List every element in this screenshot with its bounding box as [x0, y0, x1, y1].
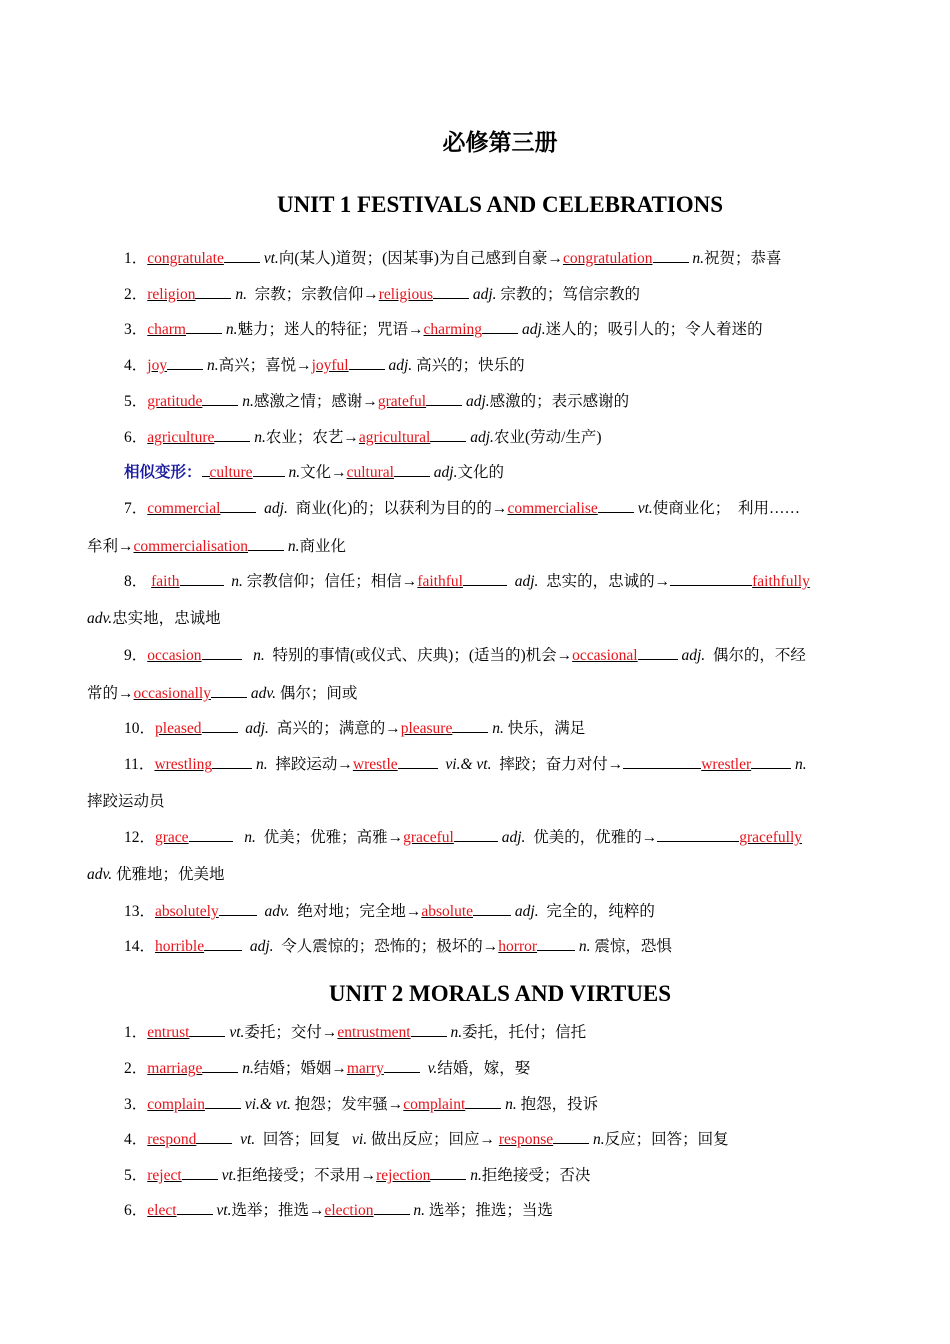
answer-blank [205, 1094, 241, 1109]
definition: 选举；推选；当选 [428, 1202, 553, 1219]
definition: 结婚，嫁，娶 [437, 1060, 531, 1077]
item-number: 6． [124, 429, 148, 446]
list-item [124, 498, 800, 519]
unit2-heading: UNIT 2 MORALS AND VIRTUES [328, 981, 672, 1006]
answer-word: complain [147, 1096, 205, 1113]
answer-blank [598, 498, 634, 513]
pos-label: n. [206, 357, 219, 374]
answer-word: graceful [403, 829, 454, 846]
pos-label: n. [413, 1202, 426, 1219]
list-item-continued [87, 536, 346, 557]
definition: 迷人的；吸引人的；令人着迷的 [545, 321, 763, 338]
list-item-continued [87, 683, 357, 704]
definition: 向(某人)道贺；(因某事)为自己感到自豪→ [278, 250, 563, 267]
pos-label: n. [256, 756, 268, 773]
pos-label: vt. [240, 1131, 256, 1148]
item-number: 3． [124, 1096, 148, 1113]
pos-label: n. [505, 1096, 517, 1113]
pos-label: adj. [521, 321, 546, 338]
definition: 令人震惊的；恐怖的；极坏的→ [281, 938, 499, 955]
item-number: 4． [124, 357, 148, 374]
definition: 拒绝接受；否决 [481, 1167, 591, 1184]
answer-word: faithfully [752, 573, 810, 590]
answer-blank [454, 827, 498, 842]
answer-blank [186, 319, 222, 334]
answer-word: religious [378, 286, 433, 303]
definition: 绝对地；完全地→ [297, 903, 422, 920]
answer-word: faithful [417, 573, 463, 590]
pos-label: n. [578, 938, 591, 955]
answer-blank [537, 936, 575, 951]
pos-label: vt. [221, 1167, 237, 1184]
list-item [124, 754, 807, 775]
list-item [124, 1129, 729, 1150]
item-number: 13． [124, 903, 156, 920]
pos-label: n. [231, 573, 243, 590]
list-item [124, 1022, 586, 1043]
pos-label: adv. [250, 685, 276, 702]
definition: 魅力；迷人的特征；咒语→ [237, 321, 424, 338]
answer-blank [211, 683, 247, 698]
definition: 摔跤运动→ [275, 756, 353, 773]
answer-blank [433, 284, 469, 299]
pos-label: adj. [433, 464, 458, 481]
answer-word: entrustment [337, 1024, 411, 1041]
list-item [124, 427, 602, 448]
unit1-heading: UNIT 1 FESTIVALS AND CELEBRATIONS [276, 192, 724, 217]
answer-blank [452, 718, 488, 733]
definition: 农业；农艺→ [265, 429, 359, 446]
answer-word: gracefully [739, 829, 803, 846]
answer-word: commercial [147, 500, 221, 517]
item-number: 3． [124, 321, 148, 338]
answer-blank [180, 571, 224, 586]
answer-blank [398, 754, 438, 769]
answer-word: grace [155, 829, 189, 846]
answer-word: wrestler [701, 756, 752, 773]
pos-label: n. [470, 1167, 482, 1184]
definition: 宗教信仰；信任；相信→ [246, 573, 418, 590]
answer-word: cultural [346, 464, 394, 481]
answer-word: occasionally [133, 685, 211, 702]
definition: 摔跤运动员 [87, 793, 165, 810]
definition: 结婚；婚姻→ [253, 1060, 347, 1077]
pos-label: adj. [514, 573, 539, 590]
answer-blank [219, 901, 257, 916]
answer-word: absolute [421, 903, 474, 920]
answer-word: pleasure [400, 720, 453, 737]
list-item-continued [87, 865, 225, 885]
answer-blank [751, 754, 791, 769]
item-number: 1． [124, 1024, 148, 1041]
definition: 忠实的，忠诚的→ [546, 573, 671, 590]
definition: 偶尔；间或 [279, 685, 358, 702]
list-item [124, 571, 810, 592]
list-item [124, 1165, 590, 1186]
similar-variant-label: 相似变形： [124, 464, 202, 481]
answer-word: occasion [147, 647, 202, 664]
answer-blank [202, 391, 238, 406]
pos-label: n. [254, 429, 266, 446]
pos-label: n. [253, 647, 265, 664]
answer-word: entrust [147, 1024, 190, 1041]
pos-label: adj. [264, 500, 288, 517]
answer-word: wrestling [154, 756, 213, 773]
list-item [124, 901, 655, 922]
list-item [124, 1200, 553, 1221]
pos-label: vi.& vt. [445, 756, 492, 773]
definition: 高兴的；满意的→ [276, 720, 401, 737]
list-item [124, 284, 640, 305]
answer-blank [220, 498, 256, 513]
pos-label: adv. [87, 610, 113, 627]
pos-label: vi.& vt. [244, 1096, 291, 1113]
answer-word: commercialise [507, 500, 598, 517]
answer-word: wrestle [352, 756, 398, 773]
pos-label: vt. [263, 250, 279, 267]
answer-blank [430, 1165, 466, 1180]
item-number: 11． [124, 756, 155, 773]
answer-word: rejection [376, 1167, 431, 1184]
answer-blank [623, 754, 701, 769]
definition: 震惊，恐惧 [594, 938, 672, 955]
answer-blank [553, 1129, 589, 1144]
answer-word: response [498, 1131, 554, 1148]
answer-word: charming [423, 321, 483, 338]
answer-word: complaint [403, 1096, 466, 1113]
list-item-continued [87, 792, 165, 812]
pos-label: n. [225, 321, 238, 338]
answer-word: charm [147, 321, 186, 338]
definition: 完全的，纯粹的 [546, 903, 655, 920]
definition: 文化的 [457, 464, 504, 481]
list-item [124, 827, 802, 848]
answer-word: horror [498, 938, 538, 955]
pos-label: n. [492, 720, 504, 737]
answer-blank [482, 319, 518, 334]
answer-blank [177, 1200, 213, 1215]
answer-blank [204, 936, 242, 951]
item-number: 12． [124, 829, 156, 846]
list-item [124, 248, 782, 269]
pos-label: adj. [249, 938, 274, 955]
answer-blank [214, 427, 250, 442]
pos-label: n. [235, 286, 247, 303]
pos-label: n. [242, 393, 254, 410]
definition: 高兴；喜悦→ [218, 357, 312, 374]
pos-label: adj. [245, 720, 269, 737]
answer-word: elect [147, 1202, 177, 1219]
answer-word: gratitude [147, 393, 203, 410]
definition: 牟利→ [87, 538, 134, 555]
answer-blank [167, 355, 203, 370]
answer-word: horrible [155, 938, 205, 955]
page-title: 必修第三册 [442, 130, 558, 156]
answer-blank [657, 827, 739, 842]
definition: 优美；优雅；高雅→ [263, 829, 404, 846]
pos-label: adj. [470, 429, 494, 446]
item-number: 1． [124, 250, 148, 267]
answer-blank [670, 571, 752, 586]
definition: 使商业化； 利用…… [652, 500, 801, 517]
list-item [124, 355, 525, 376]
pos-label: adj. [501, 829, 526, 846]
pos-label: vi. [352, 1131, 368, 1148]
answer-blank [202, 718, 238, 733]
answer-blank [189, 1022, 225, 1037]
definition: 宗教；宗教信仰→ [254, 286, 379, 303]
definition: 抱怨，投诉 [520, 1096, 599, 1113]
pos-label: adv. [264, 903, 290, 920]
definition: 委托，托付；信托 [462, 1024, 587, 1041]
pos-label: adj. [681, 647, 706, 664]
answer-word: congratulation [562, 250, 653, 267]
answer-word: agriculture [147, 429, 215, 446]
pos-label: n. [244, 829, 256, 846]
answer-word: commercialisation [133, 538, 249, 555]
answer-word: pleased [155, 720, 202, 737]
answer-blank [248, 536, 284, 551]
item-number: 2． [124, 286, 148, 303]
item-number: 7． [124, 500, 148, 517]
item-number: 9． [124, 647, 148, 664]
definition: 高兴的；快乐的 [416, 357, 525, 374]
item-number: 5． [124, 1167, 148, 1184]
pos-label: n. [450, 1024, 463, 1041]
answer-word: reject [147, 1167, 182, 1184]
definition: 感激之情；感谢→ [253, 393, 378, 410]
answer-blank [653, 248, 689, 263]
answer-word: culture [209, 464, 253, 481]
list-item [124, 936, 672, 957]
pos-label: n. [242, 1060, 254, 1077]
pos-label: vt. [229, 1024, 245, 1041]
list-item [124, 391, 629, 412]
answer-blank [394, 462, 430, 477]
definition: 抱怨；发牢骚→ [294, 1096, 404, 1113]
answer-blank [465, 1094, 501, 1109]
definition: 文化→ [300, 464, 347, 481]
answer-blank [426, 391, 462, 406]
item-number: 2． [124, 1060, 148, 1077]
pos-label: n. [288, 464, 301, 481]
definition: 优雅地；优美地 [115, 866, 225, 883]
definition: 委托；交付→ [244, 1024, 338, 1041]
answer-word: respond [147, 1131, 197, 1148]
pos-label: v. [427, 1060, 438, 1077]
pos-label: adj. [388, 357, 413, 374]
definition: 祝贺；恭喜 [704, 250, 782, 267]
answer-blank [463, 571, 507, 586]
definition: 做出反应；回应→ [370, 1131, 495, 1148]
answer-word: religion [147, 286, 196, 303]
answer-blank [212, 754, 252, 769]
item-number: 10． [124, 720, 156, 737]
answer-blank [374, 1200, 410, 1215]
answer-word: agricultural [358, 429, 431, 446]
answer-blank [224, 248, 260, 263]
item-number: 14． [124, 938, 156, 955]
answer-word: congratulate [147, 250, 224, 267]
pos-label: adj. [465, 393, 490, 410]
definition: 摔跤；奋力对付→ [499, 756, 624, 773]
definition: 商业化 [299, 538, 347, 555]
item-number: 6． [124, 1202, 148, 1219]
definition: 忠实地，忠诚地 [112, 610, 221, 627]
answer-blank [384, 1058, 420, 1073]
pos-label: n. [593, 1131, 605, 1148]
pos-label: vt. [216, 1202, 232, 1219]
pos-label: n. [287, 538, 300, 555]
definition: 商业(化)的；以获利为目的的→ [295, 500, 508, 517]
list-item [124, 1058, 530, 1079]
answer-blank [189, 827, 233, 842]
definition: 选举；推选→ [231, 1202, 325, 1219]
item-number: 4． [124, 1131, 148, 1148]
definition: 特别的事情(或仪式、庆典)；(适当的)机会→ [272, 647, 573, 664]
definition: 常的→ [87, 685, 134, 702]
definition: 拒绝接受；不录用→ [236, 1167, 377, 1184]
answer-blank [473, 901, 511, 916]
answer-blank [638, 645, 678, 660]
answer-word: joy [147, 357, 168, 374]
answer-word: election [324, 1202, 374, 1219]
answer-blank [182, 1165, 218, 1180]
definition: 偶尔的，不经 [712, 647, 806, 664]
answer-blank [196, 1129, 232, 1144]
answer-word: marriage [147, 1060, 203, 1077]
answer-blank [202, 645, 242, 660]
pos-label: n. [795, 756, 807, 773]
answer-blank [253, 462, 285, 477]
list-item [124, 1094, 598, 1115]
similar-variant-row [124, 462, 504, 483]
answer-blank [202, 462, 210, 477]
list-item [124, 319, 763, 340]
answer-word: absolutely [155, 903, 219, 920]
answer-blank [349, 355, 385, 370]
item-number: 5． [124, 393, 148, 410]
list-item-continued [87, 609, 221, 629]
pos-label: adj. [514, 903, 539, 920]
answer-word: faith [151, 573, 180, 590]
answer-word: marry [346, 1060, 384, 1077]
answer-word: grateful [377, 393, 427, 410]
pos-label: n. [692, 250, 704, 267]
answer-blank [411, 1022, 447, 1037]
item-number: 8． [124, 573, 148, 590]
definition: 宗教的；笃信宗教的 [500, 286, 640, 303]
definition: 回答；回复 [262, 1131, 341, 1148]
definition: 反应；回答；回复 [604, 1131, 729, 1148]
answer-word: joyful [311, 357, 349, 374]
pos-label: adv. [87, 866, 113, 883]
definition: 感激的；表示感谢的 [489, 393, 630, 410]
pos-label: adj. [472, 286, 497, 303]
answer-word: occasional [572, 647, 638, 664]
definition: 快乐，满足 [507, 720, 586, 737]
pos-label: vt. [637, 500, 653, 517]
answer-blank [430, 427, 466, 442]
definition: 农业(劳动/生产) [493, 429, 602, 446]
answer-blank [202, 1058, 238, 1073]
list-item [124, 718, 585, 739]
answer-blank [195, 284, 231, 299]
definition: 优美的，优雅的→ [533, 829, 658, 846]
list-item [124, 645, 806, 666]
